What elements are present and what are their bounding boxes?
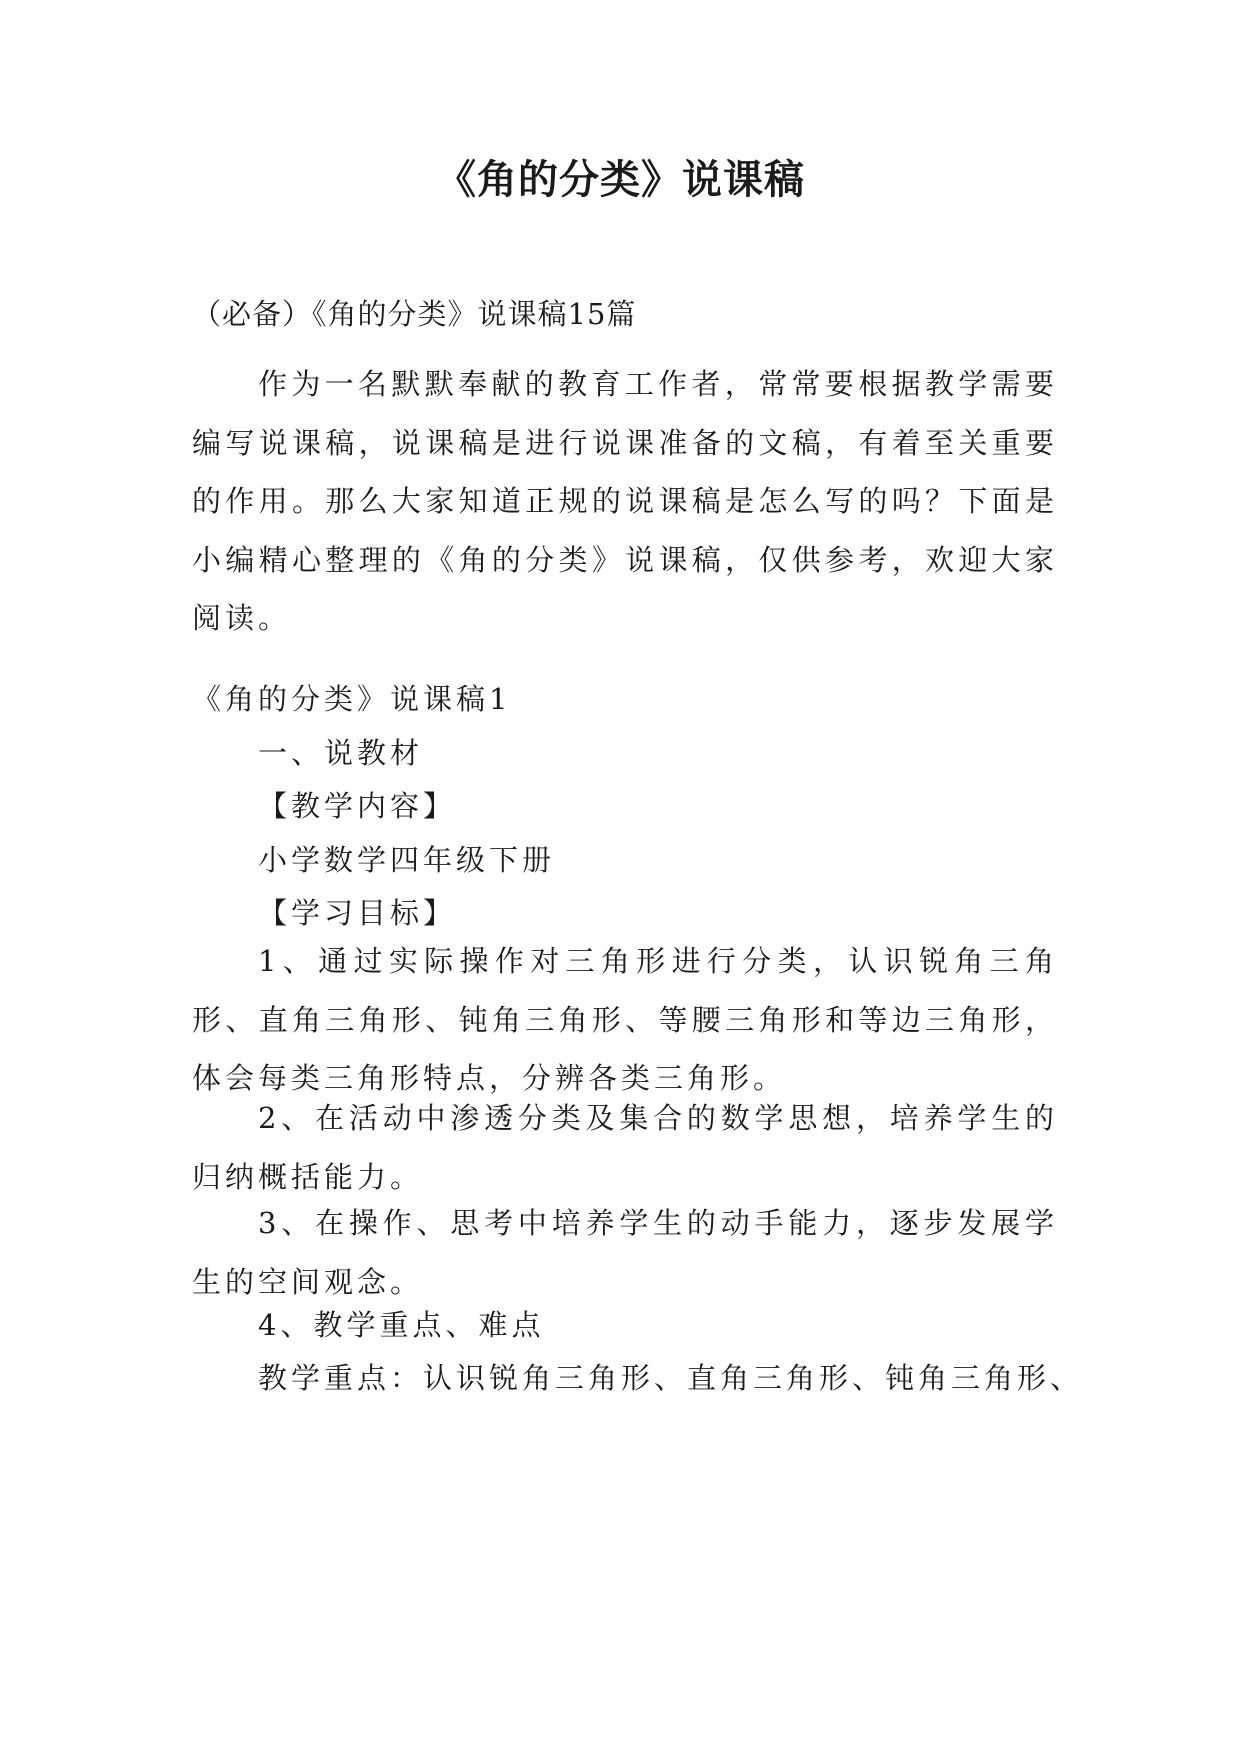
heading-teaching-material: 一、说教材 <box>258 736 424 770</box>
label-learning-goals: 【学习目标】 <box>258 896 457 930</box>
intro-paragraph: 作为一名默默奉献的教育工作者，常常要根据教学需要编写说课稿，说课稿是进行说课准备的文稿，有着至关重要的作用。那么大家知道正规的说课稿是怎么写的吗？下面是小编精心整理的《角的分类》说课稿，仅供参考，欢迎大家阅读。 <box>192 367 1058 635</box>
document-title: 《角的分类》说课稿 <box>436 156 805 203</box>
goal-3-paragraph: 3、在操作、思考中培养学生的动手能力，逐步发展学生的空间观念。 <box>192 1206 1058 1299</box>
key-points-text: 教学重点：认识锐角三角形、直角三角形、钝角三角形、 <box>258 1361 1084 1395</box>
section-title: 《角的分类》说课稿1 <box>192 682 512 716</box>
goal-1-paragraph: 1、通过实际操作对三角形进行分类，认识锐角三角形、直角三角形、钝角三角形、等腰三角形和等边三角形，体会每类三角形特点，分辨各类三角形。 <box>192 944 1058 1095</box>
document-subtitle: （必备）《角的分类》说课稿15篇 <box>192 297 637 331</box>
teaching-content-text: 小学数学四年级下册 <box>258 843 556 877</box>
goal-2-paragraph: 2、在活动中渗透分类及集合的数学思想，培养学生的归纳概括能力。 <box>192 1101 1058 1194</box>
goal-4-heading: 4、教学重点、难点 <box>258 1308 545 1342</box>
label-teaching-content: 【教学内容】 <box>258 789 457 823</box>
